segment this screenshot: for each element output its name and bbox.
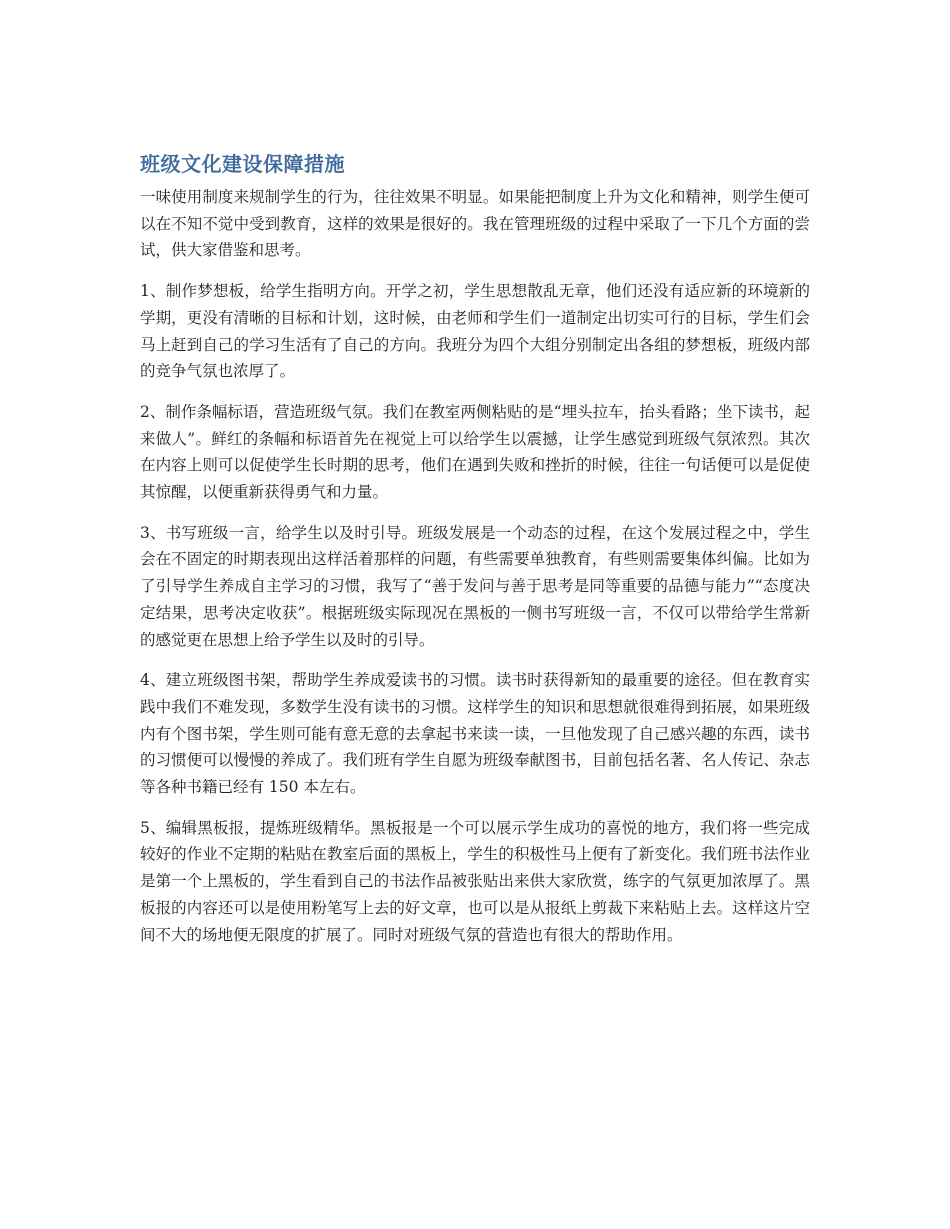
paragraph-dream-board: 1、制作梦想板，给学生指明方向。开学之初，学生思想散乱无章，他们还没有适应新的环境新的学期，更没有清晰的目标和计划，这时候，由老师和学生们一道制定出切实可行的目标，学生们会马上赶到自己的学习生活有了自己的方向。我班分为四个大组分别制定出各组的梦想板，班级内部的竞争气氛也浓厚了。 xyxy=(140,282,810,381)
paragraph-class-motto: 3、书写班级一言，给学生以及时引导。班级发展是一个动态的过程，在这个发展过程之中，学生会在不固定的时期表现出这样活着那样的问题，有些需要单独教育，有些则需要集体纠偏。比如为了引导学生养成自主学习的习惯，我写了“善于发问与善于思考是同等重要的品德与能力”“态度决定结果，思考决定收获”。根据班级实际现况在黑板的一侧书写班级一言，不仅可以带给学生常新的感觉更在思想上给予学生以及时的引导。 xyxy=(140,523,810,649)
document-title: 班级文化建设保障措施 xyxy=(140,152,345,176)
intro-paragraph: 一味使用制度来规制学生的行为，往往效果不明显。如果能把制度上升为文化和精神，则学生便可以在不知不觉中受到教育，这样的效果是很好的。我在管理班级的过程中采取了一下几个方面的尝试，供大家借鉴和思考。 xyxy=(140,188,810,260)
paragraph-bookshelf: 4、建立班级图书架，帮助学生养成爱读书的习惯。读书时获得新知的最重要的途径。但在教育实践中我们不难发现，多数学生没有读书的习惯。这样学生的知识和思想就很难得到拓展，如果班级内有个图书架，学生则可能有意无意的去拿起书来读一读，一旦他发现了自己感兴趣的东西，读书的习惯便可以慢慢的养成了。我们班有学生自愿为班级奉献图书，目前包括名著、名人传记、杂志等各种书籍已经有 150 本左右。 xyxy=(140,671,810,797)
paragraph-blackboard: 5、编辑黑板报，提炼班级精华。黑板报是一个可以展示学生成功的喜悦的地方，我们将一些完成较好的作业不定期的粘贴在教室后面的黑板上，学生的积极性马上便有了新变化。我们班书法作业是第一个上黑板的，学生看到自己的书法作品被张贴出来供大家欣赏，练字的气氛更加浓厚了。黑板报的内容还可以是使用粉笔写上去的好文章，也可以是从报纸上剪裁下来粘贴上去。这样这片空间不大的场地便无限度的扩展了。同时对班级气氛的营造也有很大的帮助作用。 xyxy=(140,818,810,944)
paragraph-banner-slogans: 2、制作条幅标语，营造班级气氛。我们在教室两侧粘贴的是“埋头拉车，抬头看路；坐下读书，起来做人”。鲜红的条幅和标语首先在视觉上可以给学生以震撼，让学生感觉到班级气氛浓烈。其次在内容上则可以促使学生长时期的思考，他们在遇到失败和挫折的时候，往往一句话便可以是促使其惊醒，以便重新获得勇气和力量。 xyxy=(140,402,810,502)
document-body xyxy=(140,150,810,962)
